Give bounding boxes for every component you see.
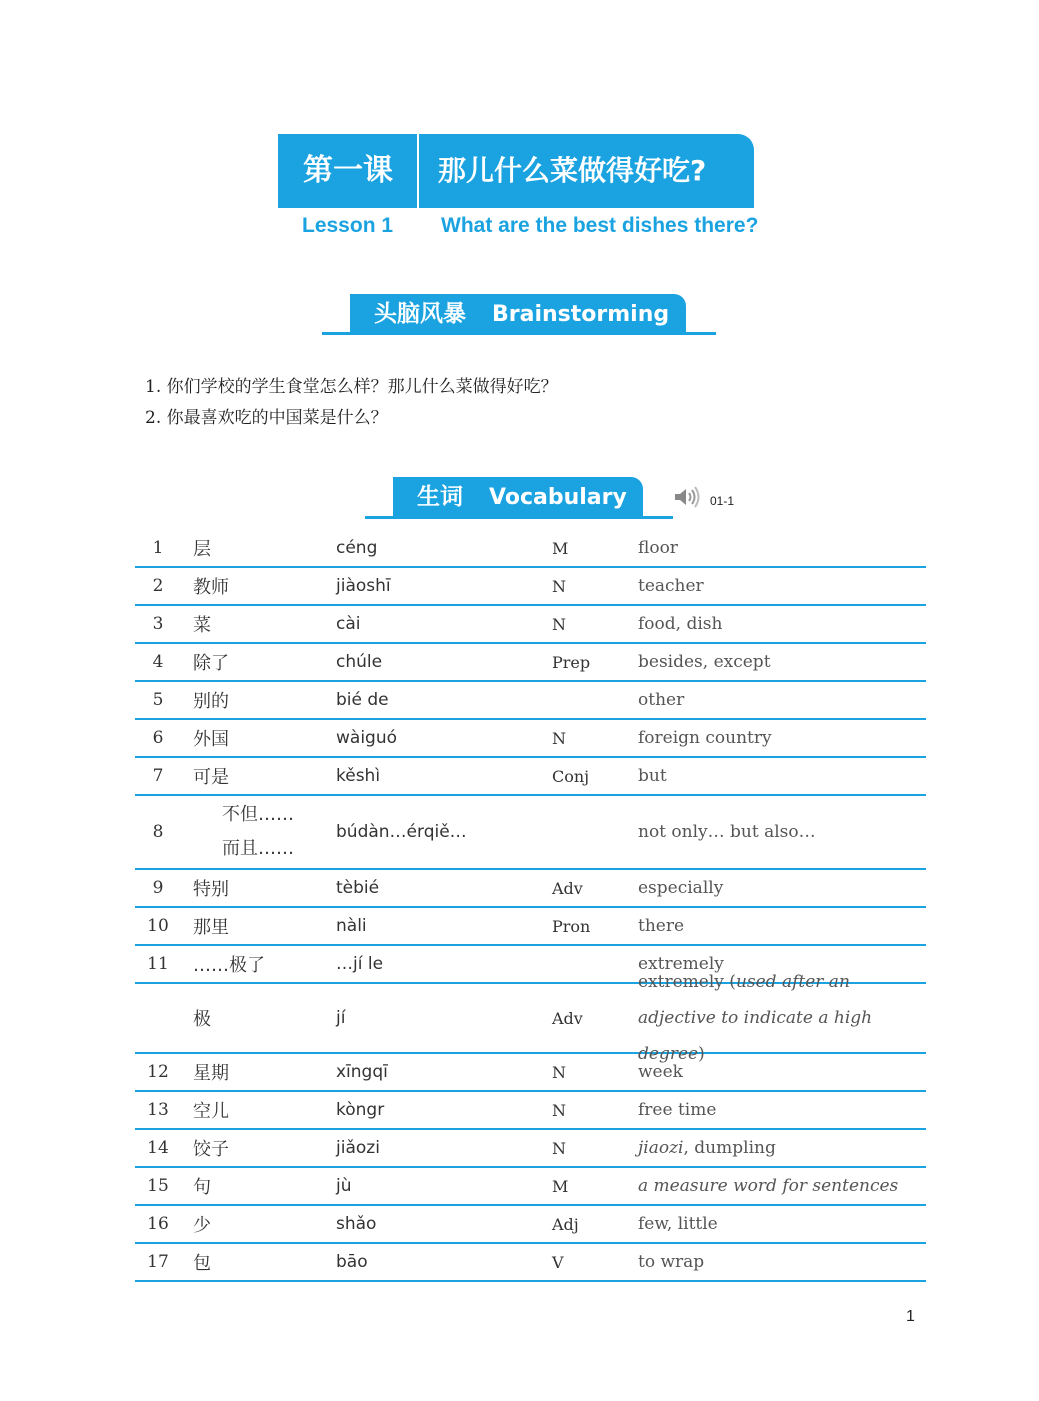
brainstorm-heading-en: Brainstorming xyxy=(492,302,670,327)
vocab-pinyin: cài xyxy=(336,614,361,634)
column-separator xyxy=(628,1130,630,1166)
column-separator xyxy=(628,870,630,906)
vocab-pos: N xyxy=(552,1100,566,1120)
vocab-meaning-part: extremely ( xyxy=(638,972,736,992)
brainstorm-heading-zh: 头脑风暴 xyxy=(374,301,466,327)
vocab-number: 5 xyxy=(152,690,164,710)
column-separator xyxy=(326,796,328,868)
column-separator xyxy=(628,1168,630,1204)
vocab-number: 9 xyxy=(152,878,164,898)
vocab-pinyin: búdàn…érqiě… xyxy=(336,822,467,842)
column-separator xyxy=(326,758,328,794)
column-separator xyxy=(326,1244,328,1280)
column-separator xyxy=(541,568,543,604)
table-row xyxy=(135,908,926,946)
vocab-meaning-note: jiaozi xyxy=(638,1138,684,1158)
column-separator xyxy=(628,1054,630,1090)
column-separator xyxy=(183,1130,185,1166)
vocab-hanzi-line: 不但…… xyxy=(222,804,294,825)
vocab-meaning: teacher xyxy=(638,576,704,596)
vocab-hanzi: 特别 xyxy=(193,879,229,900)
speaker-icon[interactable] xyxy=(673,486,703,508)
vocab-pos: M xyxy=(552,1176,569,1196)
vocab-meaning: extremely xyxy=(638,954,724,974)
lesson-header-divider xyxy=(417,134,419,208)
column-separator xyxy=(183,644,185,680)
vocab-pinyin: kěshì xyxy=(336,766,381,786)
column-separator xyxy=(541,530,543,566)
lesson-number-cn: 第一课 xyxy=(303,153,393,188)
column-separator xyxy=(326,568,328,604)
column-separator xyxy=(183,530,185,566)
vocab-number: 14 xyxy=(147,1138,169,1158)
table-row xyxy=(135,1092,926,1130)
table-row xyxy=(135,606,926,644)
brainstorm-question: 1. 你们学校的学生食堂怎么样？那儿什么菜做得好吃？ xyxy=(145,377,558,397)
lesson-number-en: Lesson 1 xyxy=(302,214,394,237)
vocab-pinyin: tèbié xyxy=(336,878,380,898)
table-row xyxy=(135,682,926,720)
column-separator xyxy=(183,870,185,906)
vocab-pinyin: jiàoshī xyxy=(336,576,391,596)
vocab-meaning: there xyxy=(638,916,685,936)
vocab-meaning: free time xyxy=(638,1100,717,1120)
vocab-hanzi: 层 xyxy=(193,539,211,560)
column-separator xyxy=(541,1092,543,1128)
column-separator xyxy=(326,984,328,1052)
vocab-number: 10 xyxy=(147,916,169,936)
table-row xyxy=(135,758,926,796)
column-separator xyxy=(628,682,630,718)
table-row xyxy=(135,644,926,682)
vocab-pos: N xyxy=(552,728,566,748)
vocab-pos xyxy=(552,946,622,982)
vocab-meaning: foreign country xyxy=(638,728,772,748)
vocab-number: 17 xyxy=(147,1252,169,1272)
vocab-number: 11 xyxy=(147,954,169,974)
vocab-pos: Adv xyxy=(552,878,583,898)
column-separator xyxy=(183,568,185,604)
vocab-meaning-part: ) xyxy=(698,1044,705,1064)
brainstorm-question: 2. 你最喜欢吃的中国菜是什么？ xyxy=(145,408,388,428)
vocab-pinyin: jiǎozi xyxy=(336,1138,380,1158)
vocab-meaning: other xyxy=(638,690,685,710)
table-row xyxy=(135,1054,926,1092)
vocab-pinyin: jù xyxy=(336,1176,352,1196)
column-separator xyxy=(326,1092,328,1128)
column-separator xyxy=(326,946,328,982)
vocab-hanzi: 可是 xyxy=(193,767,229,788)
column-separator xyxy=(326,606,328,642)
vocab-hanzi: 句 xyxy=(193,1177,211,1198)
vocab-number: 2 xyxy=(152,576,164,596)
column-separator xyxy=(541,758,543,794)
vocab-meaning: especially xyxy=(638,878,724,898)
vocab-number: 7 xyxy=(152,766,164,786)
vocab-hanzi: 少 xyxy=(193,1215,211,1236)
vocab-meaning: few, little xyxy=(638,1214,718,1234)
vocab-number: 3 xyxy=(152,614,164,634)
column-separator xyxy=(628,720,630,756)
vocab-pos: Conj xyxy=(552,766,590,786)
column-separator xyxy=(541,1168,543,1204)
vocab-pinyin: …jí le xyxy=(336,954,384,974)
vocab-hanzi: 星期 xyxy=(193,1063,229,1084)
column-separator xyxy=(628,796,630,868)
vocab-meaning xyxy=(638,1130,926,1166)
vocab-pinyin: bāo xyxy=(336,1252,368,1272)
table-row xyxy=(135,1206,926,1244)
vocab-pinyin: céng xyxy=(336,538,378,558)
column-separator xyxy=(541,606,543,642)
column-separator xyxy=(628,568,630,604)
column-separator xyxy=(541,796,543,868)
vocab-pos: N xyxy=(552,1138,566,1158)
vocab-pinyin: kòngr xyxy=(336,1100,385,1120)
column-separator xyxy=(183,1054,185,1090)
vocab-pinyin: shǎo xyxy=(336,1214,377,1234)
table-row xyxy=(135,720,926,758)
vocab-hanzi: 空儿 xyxy=(193,1101,229,1122)
vocab-pos: Pron xyxy=(552,916,591,936)
audio-track-label: 01-1 xyxy=(710,494,735,508)
vocab-hanzi: 包 xyxy=(193,1253,211,1274)
vocab-pos: Adv xyxy=(552,1008,583,1028)
table-row xyxy=(135,530,926,568)
vocab-meaning: to wrap xyxy=(638,1252,705,1272)
column-separator xyxy=(183,984,185,1052)
column-separator xyxy=(183,758,185,794)
column-separator xyxy=(183,796,185,868)
vocab-number: 8 xyxy=(152,822,164,842)
vocab-hanzi: 教师 xyxy=(193,577,229,598)
vocab-number: 12 xyxy=(147,1062,169,1082)
vocab-meaning: but xyxy=(638,766,667,786)
vocab-number: 16 xyxy=(147,1214,169,1234)
column-separator xyxy=(183,1244,185,1280)
column-separator xyxy=(541,1206,543,1242)
column-separator xyxy=(541,644,543,680)
vocab-pinyin: chúle xyxy=(336,652,383,672)
vocab-number: 1 xyxy=(152,538,164,558)
vocab-meaning xyxy=(638,972,926,1064)
column-separator xyxy=(628,946,630,982)
vocab-pinyin: wàiguó xyxy=(336,728,398,748)
column-separator xyxy=(326,1206,328,1242)
vocab-hanzi: ……极了 xyxy=(193,955,265,976)
column-separator xyxy=(628,530,630,566)
column-separator xyxy=(326,644,328,680)
table-row xyxy=(135,568,926,606)
vocab-pos: M xyxy=(552,538,569,558)
column-separator xyxy=(183,720,185,756)
lesson-title-en: What are the best dishes there? xyxy=(441,214,759,237)
column-separator xyxy=(541,870,543,906)
vocab-pinyin: nàli xyxy=(336,916,367,936)
vocab-hanzi: 别的 xyxy=(193,691,229,712)
table-row xyxy=(135,1130,926,1168)
column-separator xyxy=(183,908,185,944)
column-separator xyxy=(326,908,328,944)
page-number: 1 xyxy=(906,1308,915,1325)
column-separator xyxy=(628,1244,630,1280)
column-separator xyxy=(628,984,630,1052)
column-separator xyxy=(541,682,543,718)
column-separator xyxy=(183,1092,185,1128)
column-separator xyxy=(183,682,185,718)
column-separator xyxy=(326,720,328,756)
vocab-pinyin: jí xyxy=(336,1008,346,1028)
vocab-number: 15 xyxy=(147,1176,169,1196)
table-row xyxy=(135,870,926,908)
vocab-meaning: besides, except xyxy=(638,652,771,672)
vocab-pos: Adj xyxy=(552,1214,579,1234)
vocab-pos xyxy=(552,682,622,718)
vocab-pos: N xyxy=(552,576,566,596)
vocab-number: 6 xyxy=(152,728,164,748)
lesson-title-cn: 那儿什么菜做得好吃? xyxy=(438,154,707,187)
vocabulary-heading xyxy=(393,477,643,517)
column-separator xyxy=(628,1092,630,1128)
table-row xyxy=(135,972,926,1064)
vocab-pos: N xyxy=(552,1062,566,1082)
vocab-pinyin: bié de xyxy=(336,690,389,710)
column-separator xyxy=(326,1054,328,1090)
table-row xyxy=(135,1168,926,1206)
vocabulary-heading-zh: 生词 xyxy=(417,484,463,510)
vocab-hanzi: 菜 xyxy=(193,615,211,636)
vocab-pos: N xyxy=(552,614,566,634)
vocab-meaning: week xyxy=(638,1062,683,1082)
vocabulary-table xyxy=(135,530,926,1282)
vocabulary-heading-en: Vocabulary xyxy=(489,485,627,510)
vocab-hanzi-line: 而且…… xyxy=(222,838,294,859)
vocab-meaning-part: , dumpling xyxy=(683,1138,776,1158)
column-separator xyxy=(541,1130,543,1166)
vocab-hanzi: 除了 xyxy=(193,653,229,674)
vocab-hanzi xyxy=(193,796,323,868)
vocab-hanzi: 那里 xyxy=(193,917,229,938)
column-separator xyxy=(628,908,630,944)
column-separator xyxy=(541,908,543,944)
table-row xyxy=(135,796,926,870)
brainstorm-heading xyxy=(350,294,686,334)
vocab-hanzi: 极 xyxy=(193,1009,211,1030)
column-separator xyxy=(326,530,328,566)
vocab-meaning: floor xyxy=(638,538,678,558)
vocab-pos: Prep xyxy=(552,652,591,672)
column-separator xyxy=(541,1244,543,1280)
vocab-number: 13 xyxy=(147,1100,169,1120)
vocab-meaning: not only… but also… xyxy=(638,822,816,842)
column-separator xyxy=(183,1206,185,1242)
column-separator xyxy=(541,720,543,756)
column-separator xyxy=(628,758,630,794)
vocab-pos xyxy=(552,796,622,868)
column-separator xyxy=(183,1168,185,1204)
vocab-meaning: a measure word for sentences xyxy=(638,1176,899,1196)
column-separator xyxy=(326,1168,328,1204)
vocab-number xyxy=(135,984,181,1052)
vocab-hanzi: 外国 xyxy=(193,729,229,750)
column-separator xyxy=(541,946,543,982)
table-row xyxy=(135,1244,926,1282)
column-separator xyxy=(628,644,630,680)
column-separator xyxy=(326,870,328,906)
column-separator xyxy=(541,984,543,1052)
vocab-meaning: food, dish xyxy=(638,614,723,634)
vocab-number: 4 xyxy=(152,652,164,672)
column-separator xyxy=(628,1206,630,1242)
vocab-hanzi: 饺子 xyxy=(193,1139,229,1160)
column-separator xyxy=(541,1054,543,1090)
column-separator xyxy=(183,606,185,642)
vocab-meaning-note: used after an adjective to indicate a high degree xyxy=(638,972,873,1064)
column-separator xyxy=(326,682,328,718)
vocab-pos: V xyxy=(552,1252,564,1272)
column-separator xyxy=(183,946,185,982)
column-separator xyxy=(326,1130,328,1166)
column-separator xyxy=(628,606,630,642)
vocab-pinyin: xīngqī xyxy=(336,1062,388,1082)
